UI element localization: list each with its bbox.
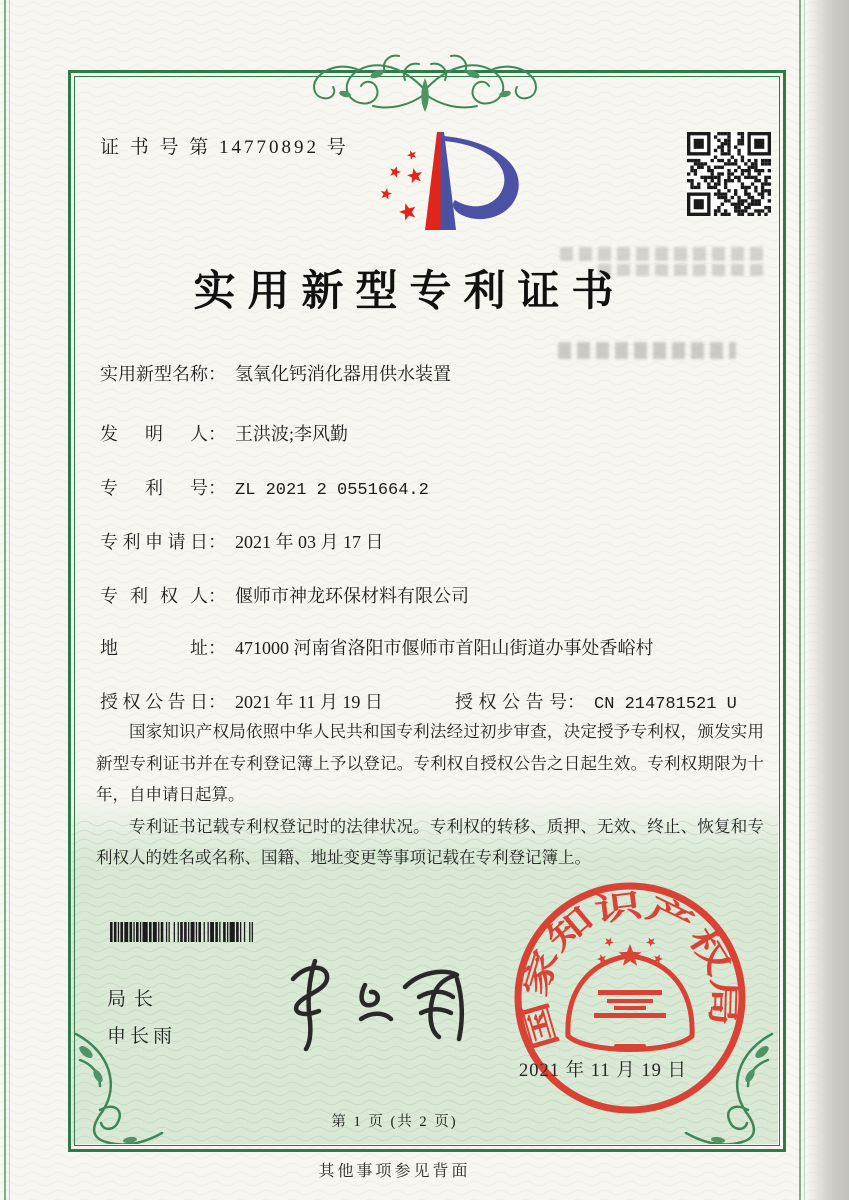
qr-code xyxy=(687,132,771,216)
certificate-title: 实用新型专利证书 xyxy=(193,269,626,315)
field-value: 2021 年 11 月 19 日 xyxy=(235,692,383,712)
top-flourish-ornament xyxy=(285,50,565,122)
field-value: 471000 河南省洛阳市偃师市首阳山街道办事处香峪村 xyxy=(235,638,654,658)
page-edge-line-right xyxy=(799,0,801,1200)
colon: ： xyxy=(208,478,226,498)
field-value: 氢氧化钙消化器用供水装置 xyxy=(235,364,451,384)
star-icon xyxy=(605,938,614,947)
field-value: 2021 年 03 月 17 日 xyxy=(235,532,384,552)
colon: ： xyxy=(208,364,226,384)
page-edge-line-left-2 xyxy=(9,0,10,1200)
field-row-grant-number xyxy=(455,688,737,714)
star-icon xyxy=(646,938,655,947)
star-icon xyxy=(390,166,401,177)
legal-paragraph-2: 专利证书记载专利权登记时的法律状况。专利权的转移、质押、无效、终止、恢复和专利权人的姓名或名称、国籍、地址变更等事项记载在专利登记簿上。 xyxy=(96,816,764,867)
field-row-address xyxy=(100,634,654,660)
page-edge-line-left xyxy=(4,0,6,1200)
field-row-grant-date xyxy=(100,688,383,714)
field-label: 发明人 xyxy=(100,424,208,444)
colon: ： xyxy=(208,586,226,606)
certificate-number: 证 书 号 第 14770892 号 xyxy=(100,137,349,158)
field-row-patent-number xyxy=(100,474,429,500)
field-label: 实用新型名称 xyxy=(100,364,208,384)
director-title: 局长 xyxy=(107,989,162,1010)
cnipa-logo xyxy=(358,120,543,240)
barcode xyxy=(110,922,340,942)
star-icon xyxy=(407,150,416,160)
grant-seal-date: 2021 年 11 月 19 日 xyxy=(519,1061,687,1081)
page-edge-line-right-2 xyxy=(804,0,805,1200)
colon: ： xyxy=(208,692,226,712)
field-value: 王洪波;李风勤 xyxy=(235,424,349,444)
field-row-inventor xyxy=(100,420,348,446)
cnipa-red-seal xyxy=(510,878,750,1118)
field-label: 专利权人 xyxy=(100,586,208,606)
svg-text:国家知识产权局 xyxy=(517,886,742,1053)
star-icon xyxy=(381,188,392,199)
field-label: 专利号 xyxy=(100,478,208,498)
field-value: 偃师市神龙环保材料有限公司 xyxy=(235,586,469,606)
field-row-utility-name xyxy=(100,360,451,386)
seal-text: 国家知识产权局 xyxy=(516,888,742,1054)
field-row-patentee xyxy=(100,582,469,608)
director-name: 申长雨 xyxy=(107,1026,177,1047)
field-value: CN 214781521 U xyxy=(594,695,737,714)
back-note: 其他事项参见背面 xyxy=(318,1163,471,1180)
legal-paragraph-1: 国家知识产权局依照中华人民共和国专利法经过初步审查，决定授予专利权，颁发实用新型专利证书并在专利登记簿上予以登记。专利权自授权公告之日起生效。专利权期限为十年，自申请日起算。 xyxy=(96,722,764,804)
colon: ： xyxy=(208,532,226,552)
field-label: 授权公告号 xyxy=(455,692,567,712)
star-icon xyxy=(407,168,422,183)
colon: ： xyxy=(208,424,226,444)
field-value: ZL 2021 2 0551664.2 xyxy=(235,481,429,500)
scan-backdrop-right xyxy=(807,0,849,1200)
field-row-filing-date xyxy=(100,528,384,554)
field-label: 地址 xyxy=(100,638,208,658)
colon: ： xyxy=(208,638,226,658)
star-icon xyxy=(399,203,415,220)
page-indicator: 第 1 页 (共 2 页) xyxy=(331,1114,458,1130)
legal-text xyxy=(96,716,764,874)
field-label: 授权公告日 xyxy=(100,692,208,712)
field-label: 专利申请日 xyxy=(100,532,208,552)
handwritten-signature xyxy=(245,945,475,1065)
colon: ： xyxy=(567,692,585,712)
